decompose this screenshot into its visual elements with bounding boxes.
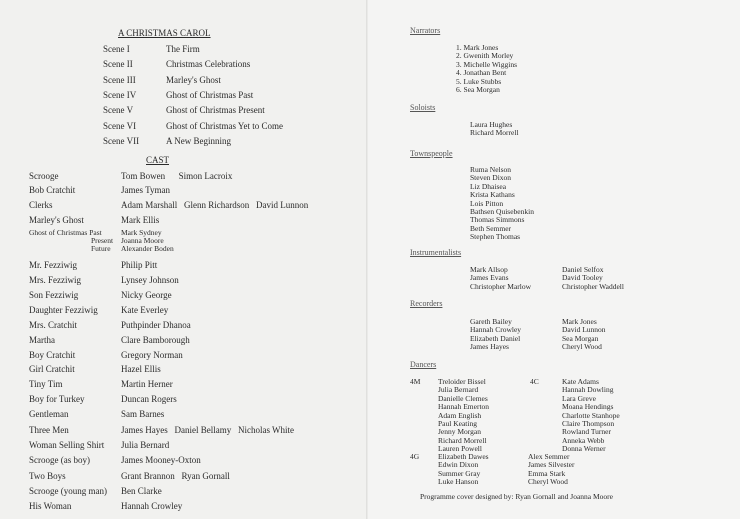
cast-actors: Mark Sydney	[121, 228, 162, 237]
list-item: Charlotte Stanhope	[562, 410, 620, 420]
dancers-heading: Dancers	[410, 360, 437, 369]
list-item: Emma Stark	[528, 468, 566, 478]
cast-actors: Adam Marshall Glenn Richardson David Lunnon	[121, 200, 309, 210]
recorders-list-right	[562, 318, 606, 352]
list-item: James Hayes	[470, 342, 509, 352]
list-item: Sea Morgan	[562, 333, 599, 343]
list-item: Claire Thompson	[562, 419, 615, 429]
scene-number: Scene I	[103, 44, 130, 54]
list-item: Treloider Bissel	[438, 377, 486, 386]
townspeople-list	[470, 166, 534, 242]
cast-actors: James Hayes Daniel Bellamy Nicholas White	[121, 425, 295, 435]
group-label-4m: 4M	[410, 377, 421, 386]
scene-name: The Firm	[166, 44, 200, 54]
cast-actors: Joanna Moore	[121, 236, 164, 245]
cast-role: Son Fezziwig	[29, 290, 79, 300]
cast-role: Scrooge (young man)	[29, 486, 107, 496]
cast-actors: Grant Brannon Ryan Gornall	[121, 471, 230, 481]
list-item: Beth Semmer	[470, 223, 512, 233]
recorders-list-left	[470, 318, 521, 352]
list-item: Danielle Clemes	[438, 393, 488, 403]
cast-role: Future	[91, 244, 111, 253]
cast-role: Girl Cratchit	[29, 364, 75, 374]
cast-actors: Ben Clarke	[121, 486, 162, 496]
list-item: Steven Dixon	[470, 173, 512, 183]
instrumentalists-heading: Instrumentalists	[410, 248, 462, 257]
list-item: Bathsen Quisebenkin	[470, 207, 534, 217]
cast-actors: Julia Bernard	[121, 440, 170, 450]
cast-actors: Clare Bamborough	[121, 335, 190, 345]
list-item: Hannah Emerton	[438, 402, 490, 412]
narrators-heading: Narrators	[410, 26, 441, 35]
list-item: Daniel Selfox	[562, 265, 604, 274]
cast-actors: Philip Pitt	[121, 260, 158, 270]
cast-role: Scrooge (as boy)	[29, 455, 90, 465]
cast-actors: Puthpinder Dhanoa	[121, 320, 191, 330]
list-item: Thomas Simmons	[470, 215, 525, 225]
scene-name: Marley's Ghost	[166, 74, 221, 85]
list-item: Julia Bernard	[438, 385, 479, 395]
list-item: Anneka Webb	[562, 435, 605, 445]
scene-number: Scene IV	[103, 89, 137, 100]
bleed-through-text: ⁣	[2, 81, 10, 126]
list-item: 2. Gwenith Morley	[456, 51, 514, 61]
list-item: Hannah Dowling	[562, 385, 614, 395]
cast-actors: Nicky George	[121, 290, 172, 300]
list-item: Lara Greve	[562, 393, 596, 403]
cast-actors: James Mooney-Oxton	[121, 455, 201, 465]
scene-number: Scene III	[103, 74, 136, 85]
list-item: Edwin Dixon	[438, 460, 479, 470]
list-item: Mark Allsop	[470, 265, 508, 274]
dancers-4m-list	[438, 378, 489, 454]
scene-number: Scene VII	[103, 135, 140, 146]
cast-role: Mrs. Cratchit	[29, 320, 77, 330]
group-label-4g: 4G	[410, 452, 420, 461]
list-item: Laura Hughes	[470, 120, 513, 129]
scene-number: Scene VI	[103, 120, 137, 131]
cast-actors: Tom Bowen Simon Lacroix	[121, 171, 233, 181]
list-item: Cheryl Wood	[562, 342, 602, 352]
list-item: Paul Keating	[438, 419, 477, 429]
list-item: Lauren Powell	[438, 444, 482, 454]
cast-role: Present	[91, 236, 114, 245]
cast-role: Two Boys	[29, 471, 66, 481]
list-item: Liz Dhaisea	[470, 181, 507, 191]
group-label-4c: 4C	[530, 377, 539, 386]
cast-actors: Lynsey Johnson	[121, 275, 179, 285]
scene-name: Ghost of Christmas Yet to Come	[166, 120, 284, 131]
list-item: David Tooley	[562, 273, 603, 283]
play-title: A CHRISTMAS CAROL	[118, 28, 211, 38]
townspeople-heading: Townspeople	[410, 149, 453, 158]
scene-name: A New Beginning	[166, 135, 231, 146]
cast-role: Woman Selling Shirt	[29, 440, 105, 450]
list-item: Ruma Nelson	[470, 165, 512, 174]
list-item: Mark Jones	[562, 317, 597, 326]
cast-role: Mr. Fezziwig	[29, 260, 77, 270]
list-item: Adam English	[438, 410, 482, 420]
scene-name: Christmas Celebrations	[166, 59, 251, 70]
list-item: Jenny Morgan	[438, 427, 481, 437]
list-item: James Evans	[470, 273, 509, 283]
list-item: Gareth Bailey	[470, 317, 512, 326]
cast-actors: Martin Herner	[121, 379, 173, 389]
recorders-heading: Recorders	[410, 299, 443, 308]
list-item: Summer Gray	[438, 468, 481, 478]
cast-role: Ghost of Christmas Past	[29, 228, 102, 237]
cast-role: Boy Cratchit	[29, 350, 76, 360]
list-item: Richard Morrell	[470, 128, 519, 138]
cast-actors: James Tyman	[121, 185, 170, 195]
scene-number: Scene V	[103, 105, 134, 116]
cast-actors: Duncan Rogers	[121, 394, 177, 404]
cast-actors: Hannah Crowley	[121, 501, 183, 511]
cast-role: Scrooge	[29, 171, 59, 181]
list-item: Donna Werner	[562, 444, 606, 454]
scene-number: Scene II	[103, 59, 133, 70]
list-item: Alex Semmer	[528, 452, 570, 461]
cast-actors: Alexander Boden	[121, 244, 174, 253]
list-item: Elizabeth Dawes	[438, 452, 489, 461]
cast-role: Marley's Ghost	[29, 215, 84, 225]
right-page	[368, 0, 740, 519]
dancers-4c-list	[562, 378, 620, 454]
instrumentalists-list-right	[562, 266, 624, 291]
cast-role: Martha	[29, 335, 55, 345]
dancers-4g-list-left	[438, 453, 489, 487]
left-page	[0, 0, 368, 519]
cast-role: Daughter Fezziwig	[29, 305, 98, 315]
cast-role: His Woman	[29, 501, 72, 511]
list-item: Hannah Crowley	[470, 325, 522, 335]
list-item: David Lunnon	[562, 325, 606, 335]
cast-role: Boy for Turkey	[29, 394, 85, 404]
list-item: 6. Sea Morgan	[456, 85, 500, 95]
cast-role: Bob Cratchit	[29, 185, 76, 195]
cast-role: Mrs. Fezziwig	[29, 275, 81, 285]
scene-name: Ghost of Christmas Present	[166, 105, 265, 116]
list-item: Moana Hendings	[562, 402, 614, 412]
list-item: Krista Kathans	[470, 190, 515, 200]
narrators-list	[456, 44, 517, 94]
instrumentalists-list-left	[470, 266, 531, 291]
scene-name: Ghost of Christmas Past	[166, 89, 254, 100]
cast-actors: Kate Everley	[121, 305, 169, 315]
cast-actors: Mark Ellis	[121, 215, 160, 225]
programme-credit: Programme cover designed by: Ryan Gornall and Joanna Moore	[420, 492, 613, 501]
list-item: Lois Pitton	[470, 198, 504, 208]
cast-actors: Sam Barnes	[121, 409, 165, 419]
list-item: Richard Morrell	[438, 435, 487, 445]
list-item: Christopher Waddell	[562, 281, 624, 291]
list-item: Cheryl Wood	[528, 477, 568, 487]
cast-role: Tiny Tim	[29, 379, 63, 389]
cast-actors: Gregory Norman	[121, 350, 183, 360]
soloists-list	[470, 121, 519, 138]
list-item: Elizabeth Daniel	[470, 333, 521, 343]
list-item: James Silvester	[528, 460, 575, 470]
list-item: Stephen Thomas	[470, 232, 521, 242]
list-item: 3. Michelle Wiggins	[456, 59, 518, 69]
list-item: Rowland Turner	[562, 427, 611, 437]
list-item: 5. Luke Stubbs	[456, 76, 502, 86]
cast-role: Three Men	[29, 425, 69, 435]
list-item: 1. Mark Jones	[456, 43, 499, 52]
cast-actors: Hazel Ellis	[121, 364, 161, 374]
cast-role: Clerks	[29, 200, 53, 210]
dancers-4g-list-right	[528, 453, 574, 487]
list-item: Kate Adams	[562, 377, 599, 386]
list-item: 4. Jonathan Bent	[456, 68, 507, 78]
cast-heading: CAST	[146, 155, 170, 165]
list-item: Luke Hanson	[438, 477, 479, 487]
soloists-heading: Soloists	[410, 103, 436, 112]
list-item: Christopher Marlow	[470, 281, 532, 291]
cast-role: Gentleman	[29, 409, 69, 419]
